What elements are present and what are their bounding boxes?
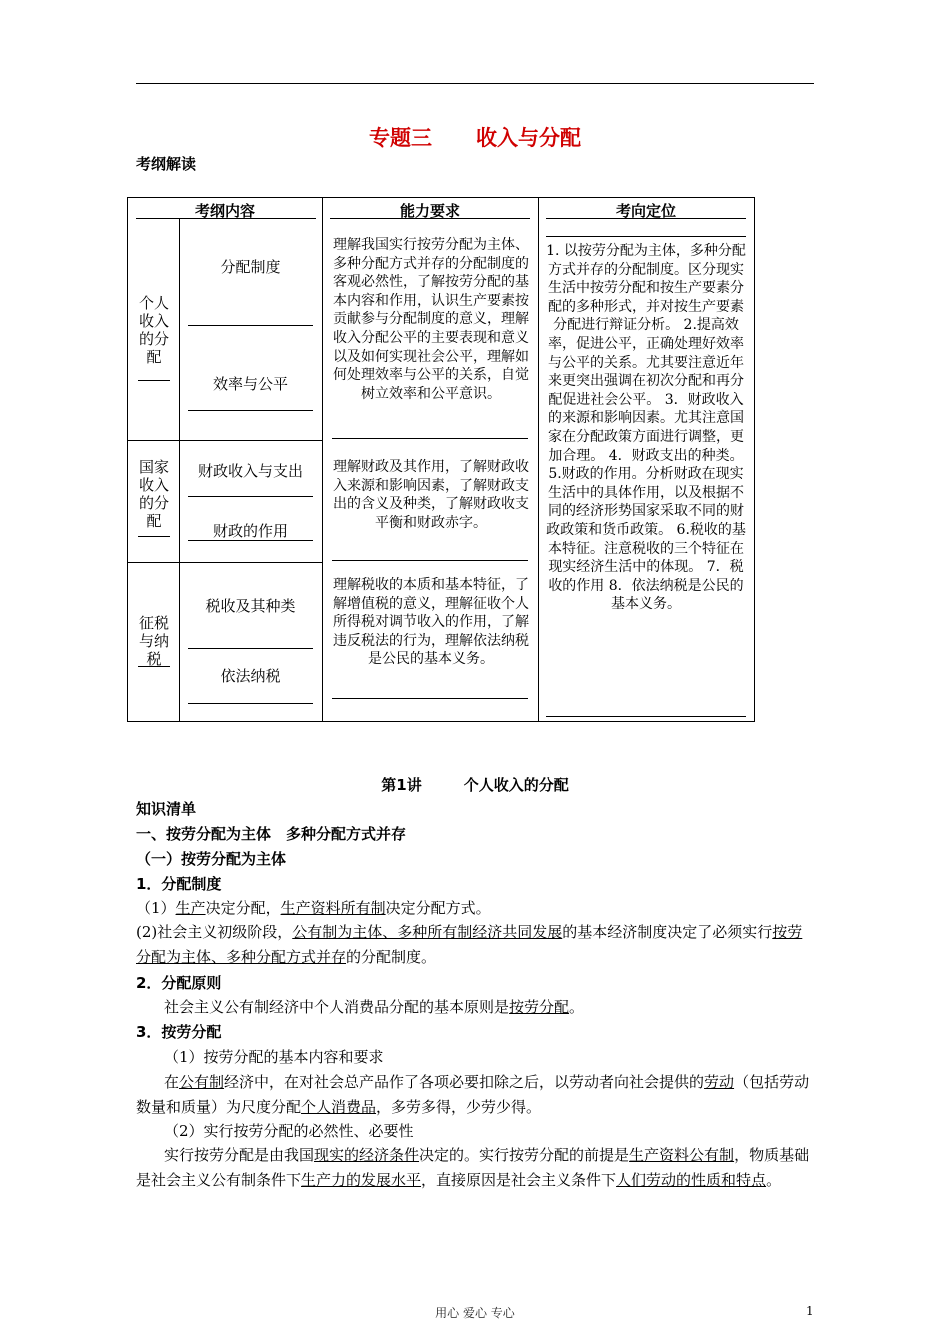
topic-item: 分配制度 [220, 258, 281, 276]
topic-item: 财政的作用 [212, 522, 288, 540]
outline-heading: 考纲解读 [136, 155, 197, 173]
paragraph: (2)社会主义初级阶段，公有制为主体、多种所有制经济共同发展的基本经济制度决定了必须实行按劳分配为主体、多种分配方式并存的分配制度。 [136, 923, 803, 966]
page-number: 1 [806, 1304, 814, 1318]
paragraph: 社会主义公有制经济中个人消费品分配的基本原则是按劳分配。 [164, 998, 585, 1016]
title-part1: 专题三 [369, 126, 432, 150]
paragraph: （1）按劳分配的基本内容和要求 [164, 1048, 384, 1066]
lecture-title [0, 774, 950, 795]
outline-table [127, 197, 755, 722]
paragraph: 实行按劳分配是由我国现实的经济条件决定的。实行按劳分配的前提是生产资料公有制，物质基础是社会主义公有制条件下生产力的发展水平，直接原因是社会主义条件下人们劳动的性质和特点。 [136, 1146, 810, 1189]
title-part2: 收入与分配 [476, 126, 581, 150]
ability-text: 理解财政及其作用，了解财政收入来源和影响因素，了解财政支出的含义及种类，了解财政收支平衡和财政赤字。 [333, 459, 529, 531]
heading-1: 一、按劳分配为主体 多种分配方式并存 [136, 825, 407, 843]
ability-text: 理解税收的本质和基本特征，了解增值税的意义，理解征收个人所得税对调节收入的作用，了解违反税法的行为，理解依法纳税是公民的基本义务。 [333, 577, 529, 668]
group-name: 征税与纳税 [138, 614, 169, 668]
topic-item: 税收及其种类 [205, 597, 296, 615]
header-content: 考纲内容 [194, 202, 255, 220]
header-rule [136, 83, 814, 84]
lecture-number: 第1讲 [381, 776, 422, 794]
footer-text: 用心 爱心 专心 [435, 1306, 515, 1320]
lecture-name: 个人收入的分配 [463, 776, 569, 794]
heading-labor-distribution: 3．按劳分配 [136, 1023, 222, 1041]
paragraph: （1）生产决定分配，生产资料所有制决定分配方式。 [136, 899, 491, 917]
knowledge-heading: 知识清单 [136, 800, 197, 818]
heading-distribution-system: 1．分配制度 [136, 875, 222, 893]
ability-text: 理解我国实行按劳分配为主体、多种分配方式并存的分配制度的客观必然性，了解按劳分配的基本内容和作用，认识生产要素按贡献参与分配制度的意义，理解收入分配公平的主要表现和意义以及如何实现社会公平，理解如何处理效率与公平的关系，自觉树立效率和公平意识。 [333, 237, 529, 402]
paragraph: 在公有制经济中，在对社会总产品作了各项必要扣除之后，以劳动者向社会提供的劳动（包括劳动数量和质量）为尺度分配个人消费品，多劳多得，少劳少得。 [136, 1073, 810, 1116]
topic-item: 财政收入与支出 [197, 462, 303, 480]
topic-item: 效率与公平 [212, 375, 288, 393]
topic-item: 依法纳税 [220, 667, 281, 685]
paragraph: （2）实行按劳分配的必然性、必要性 [164, 1122, 414, 1140]
heading-distribution-principle: 2．分配原则 [136, 974, 222, 992]
page-title [0, 122, 950, 152]
header-direction: 考向定位 [615, 202, 676, 220]
group-name: 国家收入的分配 [138, 458, 169, 530]
direction-text: 1. 以按劳分配为主体，多种分配方式并存的分配制度。区分现实生活中按劳分配和按生产要素分配的多种形式，并对按生产要素分配进行辩证分析。 2.提高效率，促进公平，正确处理好效率与公平的关系。尤其要注意近年来更突出强调在初次分配和再分配促进社会公平。 3．财政收入的来源和影响因素。尤其注意国家在分配政策方面进行调整，更加合理。 4．财政支出的种类。 5.财政的作用。分析财政在现实生活中的具体作用，以及根据不同的经济形势国家采取不同的财政政策和货币政策。 6.税收的基本特征。注意税收的三个特征在现实经济生活中的体现。 7．税收的作用 8．依法纳税是公民的基本义务。 [546, 243, 746, 613]
heading-2: （一）按劳分配为主体 [136, 850, 287, 868]
header-ability: 能力要求 [399, 202, 460, 220]
group-name: 个人收入的分配 [138, 294, 169, 366]
